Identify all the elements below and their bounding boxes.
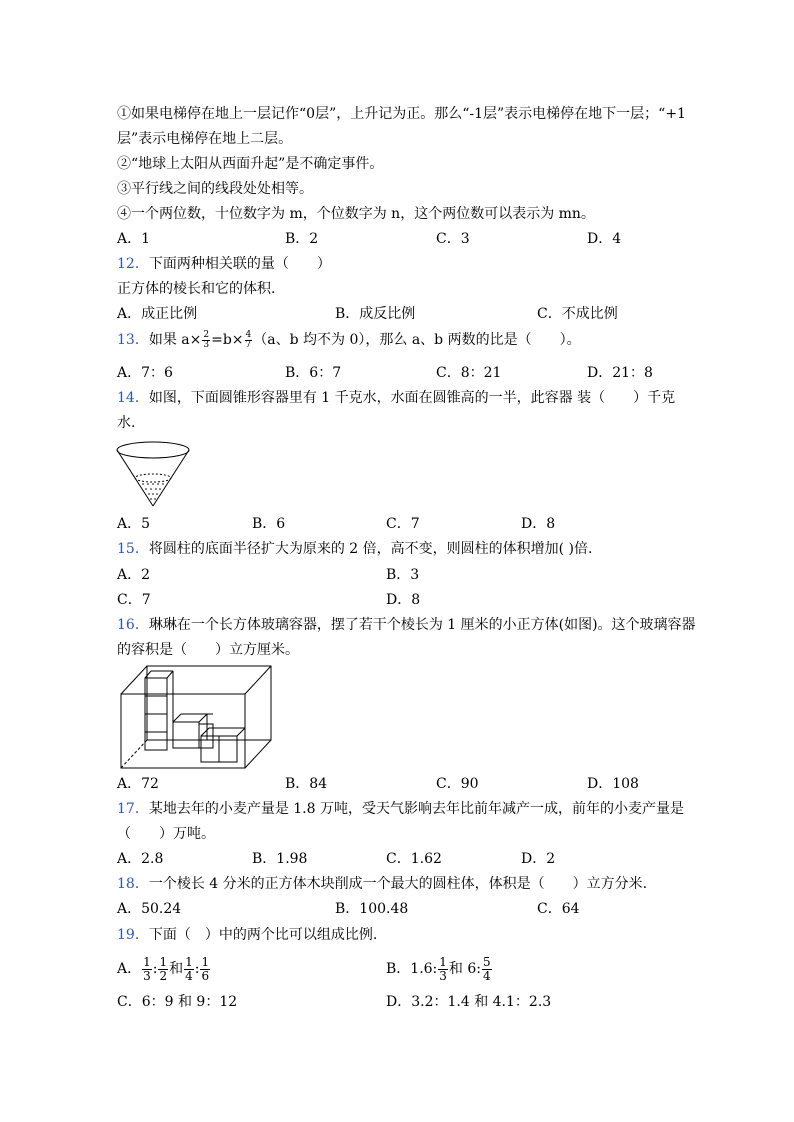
question-14-cont: 水. bbox=[117, 415, 136, 431]
question-text-pre: 如果 a× bbox=[148, 332, 202, 348]
fraction: $\frac{5}{4}$ bbox=[483, 954, 491, 983]
cone-container-figure bbox=[115, 440, 195, 510]
question-17 bbox=[117, 799, 684, 819]
q17-option-d[interactable]: D．2 bbox=[521, 851, 556, 867]
statement-1a: ①如果电梯停在地上一层记作“0层”，上升记为正。那么“-1层”表示电梯停在地下一层；“+1 bbox=[117, 106, 686, 122]
question-text: 如图，下面圆锥形容器里有 1 千克水，水面在圆锥高的一半，此容器 装（ ）千克 bbox=[148, 390, 676, 406]
question-number: 13． bbox=[117, 332, 149, 348]
q11-option-a[interactable]: A．1 bbox=[117, 231, 151, 247]
q18-option-c[interactable]: C．64 bbox=[537, 901, 580, 917]
q19-option-a[interactable]: A． $\frac{1}{3}$ : $\frac{1}{2}$ 和 $\frac{1}{4}$ : $\frac{1}{6}$ bbox=[117, 954, 210, 983]
question-text-mid: =b× bbox=[211, 332, 244, 348]
question-number: 15． bbox=[117, 541, 149, 557]
q17-option-b[interactable]: B．1.98 bbox=[252, 851, 308, 867]
question-text: 一个棱长 4 分米的正方体木块削成一个最大的圆柱体，体积是（ ）立方分米. bbox=[148, 876, 648, 892]
question-text: 下面（ ）中的两个比可以组成比例. bbox=[148, 927, 378, 943]
question-number: 16． bbox=[117, 617, 149, 633]
q15-option-b[interactable]: B．3 bbox=[386, 567, 420, 583]
question-number: 18． bbox=[117, 876, 149, 892]
q13-option-a[interactable]: A．7：6 bbox=[117, 365, 173, 381]
q11-option-d[interactable]: D．4 bbox=[587, 231, 622, 247]
question-number: 17． bbox=[117, 801, 149, 817]
q13-option-c[interactable]: C．8：21 bbox=[436, 365, 502, 381]
question-text: 下面两种相关联的量（ ） bbox=[148, 256, 331, 272]
question-text-post: （a、b 均不为 0），那么 a、b 两数的比是（ ）。 bbox=[253, 332, 581, 348]
q16-option-c[interactable]: C．90 bbox=[436, 776, 479, 792]
q15-option-d[interactable]: D．8 bbox=[386, 592, 421, 608]
fraction: $\frac{1}{4}$ bbox=[185, 954, 193, 983]
q11-option-c[interactable]: C．3 bbox=[436, 231, 470, 247]
q19-option-b[interactable]: B．1.6: $\frac{1}{3}$ 和 6: $\frac{5}{4}$ bbox=[386, 954, 491, 983]
q12-option-c[interactable]: C．不成比例 bbox=[537, 306, 618, 322]
fraction: $\frac{1}{3}$ bbox=[143, 954, 151, 983]
q11-option-b[interactable]: B．2 bbox=[285, 231, 319, 247]
q16-option-b[interactable]: B．84 bbox=[285, 776, 328, 792]
q16-option-a[interactable]: A．72 bbox=[117, 776, 159, 792]
q14-option-b[interactable]: B．6 bbox=[252, 516, 286, 532]
q19-option-d[interactable]: D．3.2：1.4 和 4.1：2.3 bbox=[386, 994, 552, 1010]
q19-option-c[interactable]: C．6：9 和 9：12 bbox=[117, 994, 238, 1010]
question-17-cont: （ ）万吨。 bbox=[117, 826, 215, 842]
q14-option-a[interactable]: A．5 bbox=[117, 516, 151, 532]
q13-option-b[interactable]: B．6：7 bbox=[285, 365, 342, 381]
question-13 bbox=[117, 330, 581, 350]
q18-option-a[interactable]: A．50.24 bbox=[117, 901, 182, 917]
q12-option-a[interactable]: A．成正比例 bbox=[117, 306, 198, 322]
question-text: 将圆柱的底面半径扩大为原来的 2 倍，高不变，则圆柱的体积增加( )倍. bbox=[148, 541, 593, 557]
question-text: 某地去年的小麦产量是 1.8 万吨，受天气影响去年比前年减产一成，前年的小麦产量是 bbox=[148, 801, 684, 817]
question-number: 19． bbox=[117, 927, 149, 943]
statement-2: ②“地球上太阳从西面升起”是不确定事件。 bbox=[117, 156, 384, 172]
statement-3: ③平行线之间的线段处处相等。 bbox=[117, 181, 313, 197]
question-text: 琳琳在一个长方体玻璃容器，摆了若干个棱长为 1 厘米的小正方体(如图)。这个玻璃容器 bbox=[148, 617, 696, 633]
q14-option-d[interactable]: D．8 bbox=[521, 516, 556, 532]
q16-option-d[interactable]: D．108 bbox=[587, 776, 639, 792]
fraction: $\frac{2}{3}$ bbox=[203, 329, 210, 350]
question-number: 14． bbox=[117, 390, 149, 406]
statement-1b: 层”表示电梯停在地上二层。 bbox=[117, 131, 293, 147]
q12-option-b[interactable]: B．成反比例 bbox=[335, 306, 416, 322]
fraction: $\frac{1}{3}$ bbox=[439, 954, 447, 983]
q17-option-c[interactable]: C．1.62 bbox=[386, 851, 442, 867]
q15-option-a[interactable]: A．2 bbox=[117, 567, 151, 583]
question-12-sub: 正方体的棱长和它的体积. bbox=[117, 281, 276, 297]
fraction: $\frac{1}{6}$ bbox=[201, 954, 210, 983]
glass-container-cubes-figure bbox=[117, 662, 277, 770]
question-19 bbox=[117, 925, 377, 945]
question-number: 12． bbox=[117, 256, 149, 272]
q17-option-a[interactable]: A．2.8 bbox=[117, 851, 164, 867]
fraction: $\frac{1}{2}$ bbox=[159, 954, 168, 983]
question-16-cont: 的容积是（ ）立方厘米。 bbox=[117, 642, 299, 658]
question-14 bbox=[117, 388, 675, 408]
q18-option-b[interactable]: B．100.48 bbox=[335, 901, 409, 917]
question-15 bbox=[117, 539, 592, 559]
fraction: $\frac{4}{7}$ bbox=[245, 329, 252, 350]
question-18 bbox=[117, 874, 647, 894]
q15-option-c[interactable]: C．7 bbox=[117, 592, 151, 608]
question-12 bbox=[117, 254, 331, 274]
q14-option-c[interactable]: C．7 bbox=[386, 516, 420, 532]
statement-4: ④一个两位数，十位数字为 m，个位数字为 n，这个两位数可以表示为 mn。 bbox=[117, 206, 595, 222]
q13-option-d[interactable]: D．21：8 bbox=[587, 365, 653, 381]
question-16 bbox=[117, 615, 696, 635]
